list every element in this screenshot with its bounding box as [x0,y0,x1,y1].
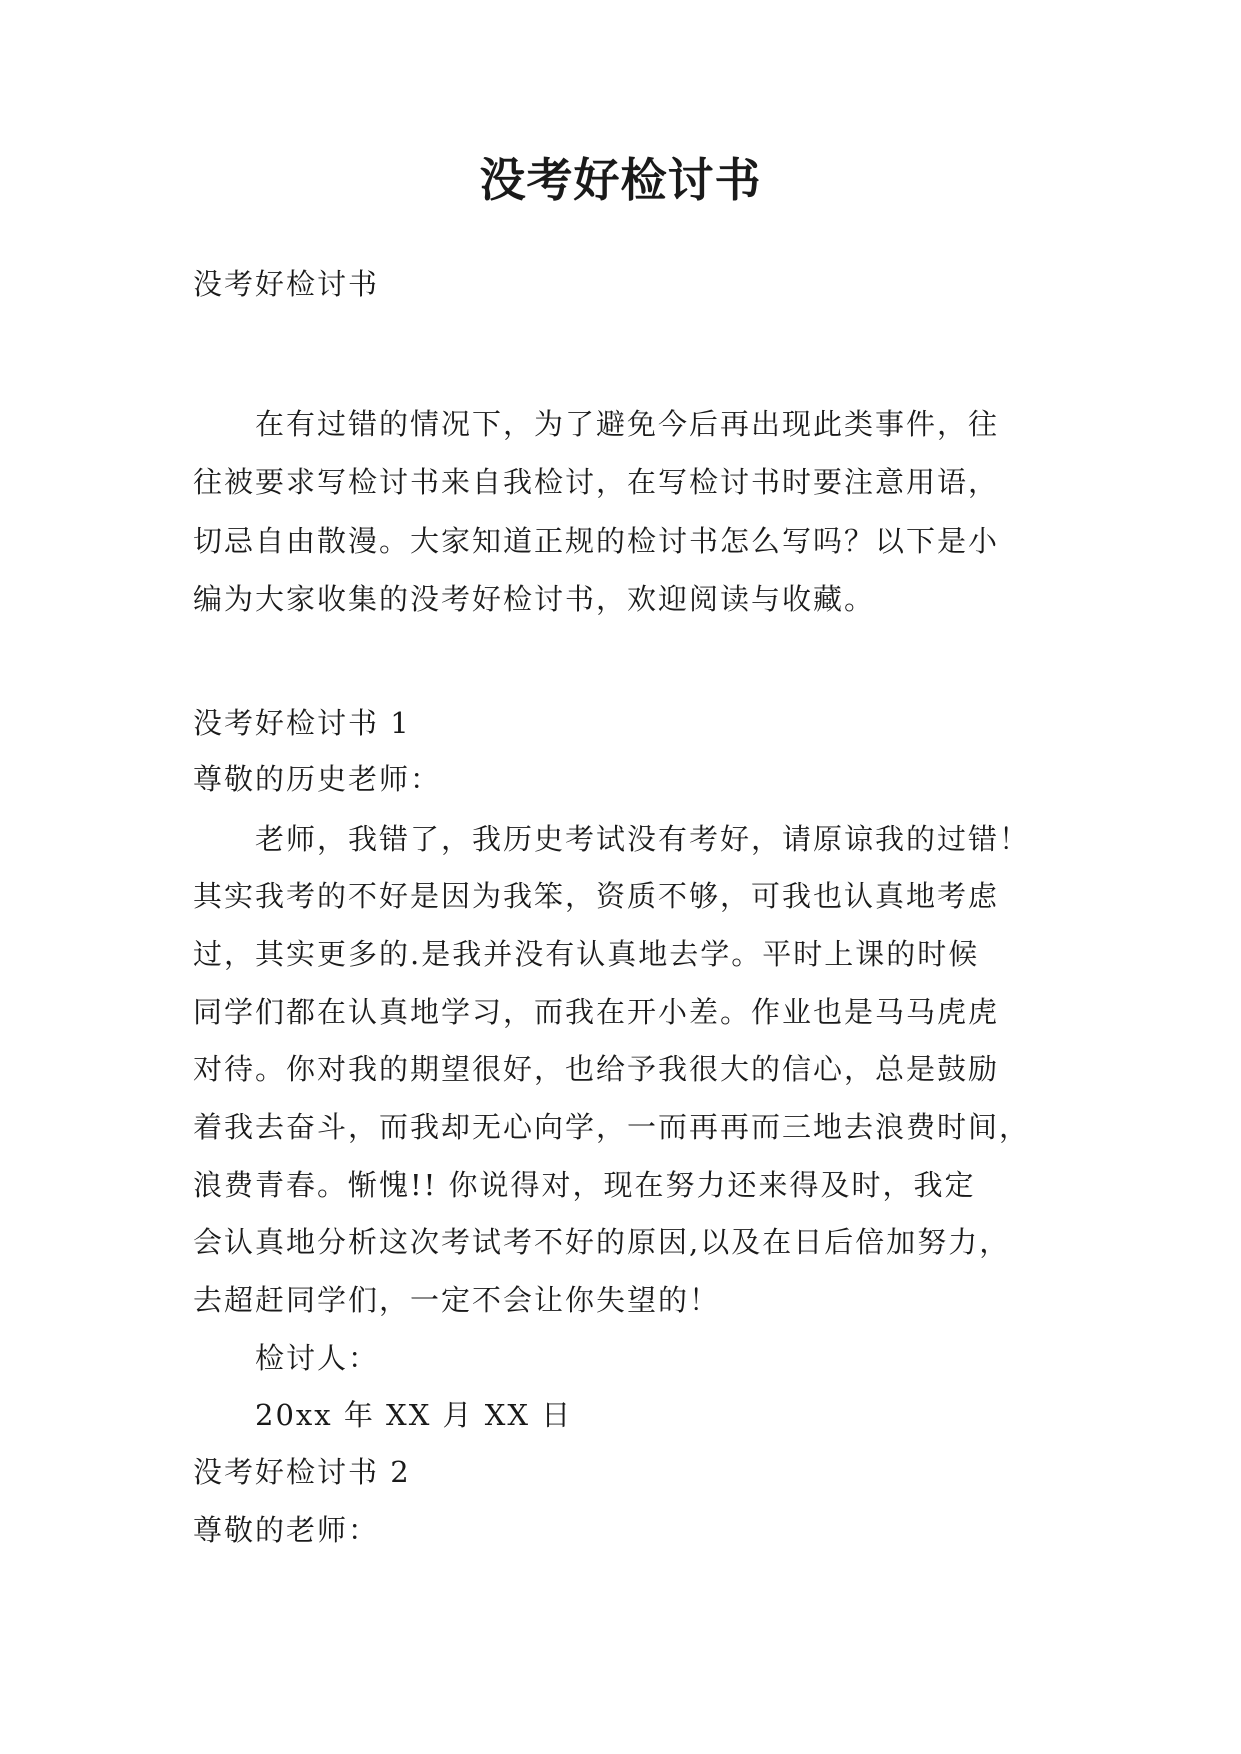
section-heading: 没考好检讨书 1 [193,706,411,740]
body-line: 老师，我错了，我历史考试没有考好，请原谅我的过错！ [255,822,1031,856]
body-line: 浪费青春。惭愧!! 你说得对，现在努力还来得及时，我定 [193,1168,976,1202]
body-line: 其实我考的不好是因为我笨，资质不够，可我也认真地考虑 [193,879,1000,913]
intro-line: 切忌自由散漫。大家知道正规的检讨书怎么写吗？以下是小 [193,524,1000,558]
signature-date: 20xx 年 XX 月 XX 日 [255,1398,573,1432]
body-line: 对待。你对我的期望很好，也给予我很大的信心，总是鼓励 [193,1052,1000,1086]
signer-label: 检讨人： [255,1341,380,1375]
document-title: 没考好检讨书 [479,153,762,207]
intro-line: 往被要求写检讨书来自我检讨，在写检讨书时要注意用语， [193,465,1000,499]
body-line: 着我去奋斗，而我却无心向学，一而再再而三地去浪费时间， [193,1110,1031,1144]
body-line: 去超赶同学们，一定不会让你失望的！ [193,1283,721,1317]
salutation: 尊敬的老师： [193,1513,380,1547]
salutation: 尊敬的历史老师： [193,762,442,796]
intro-line: 在有过错的情况下，为了避免今后再出现此类事件，往 [255,407,1000,441]
section-heading: 没考好检讨书 2 [193,1455,411,1489]
document-subtitle: 没考好检讨书 [193,267,380,301]
body-line: 同学们都在认真地学习，而我在开小差。作业也是马马虎虎 [193,995,1000,1029]
body-line: 过，其实更多的.是我并没有认真地去学。平时上课的时候 [193,937,980,971]
intro-line: 编为大家收集的没考好检讨书，欢迎阅读与收藏。 [193,582,876,616]
body-line: 会认真地分析这次考试考不好的原因,以及在日后倍加努力， [193,1225,1011,1259]
